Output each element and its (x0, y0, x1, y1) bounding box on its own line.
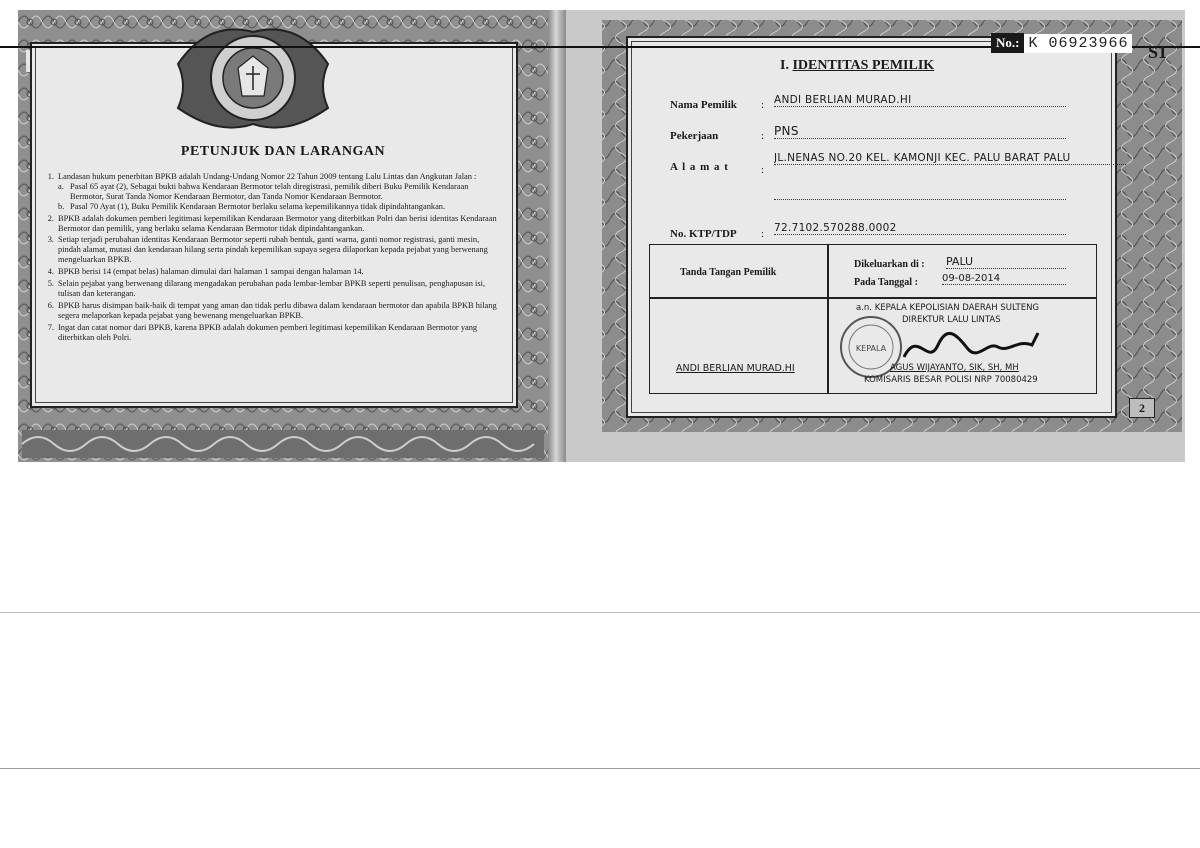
address-line-2 (774, 199, 1066, 200)
rule-item: 2. BPKB adalah dokumen pemberi legitimasi kepemilikan Kendaraan Bermotor yang diterbitkan Polri dan berisi identitas Kendaraan Bermotor dan pemilik, yang berlaku selama Kendaraan Bermotor tidak dipindahtangankan. (47, 213, 497, 233)
rule-item: 5. Selain pejabat yang berwenang dilarang mengadakan perubahan pada lembar-lembar BPKB seperti penulisan, penghapusan isi, tulisan dan keterangan. (47, 279, 486, 298)
official-signature (898, 327, 1048, 367)
official-title-line2: DIREKTUR LALU LINTAS (902, 315, 1001, 325)
official-title-line1: a.n. KEPALA KEPOLISIAN DAERAH SULTENG (856, 303, 1040, 313)
owner-signature-label: Tanda Tangan Pemilik (680, 267, 777, 278)
occupation-label: Pekerjaan (670, 130, 719, 142)
document-number-value: K 06923966 (1024, 34, 1132, 53)
owner-name-value: ANDI BERLIAN MURAD.HI (774, 94, 1066, 107)
owner-name-label: Nama Pemilik (670, 99, 737, 111)
rules-title: PETUNJUK DAN LARANGAN (180, 144, 386, 159)
book-spine (548, 10, 566, 462)
rule-item: 7. Ingat dan catat nomor dari BPKB, karena BPKB adalah dokumen pemberi legitimasi kepemilikan Kendaraan Bermotor yang diterbitkan oleh Polri. (47, 322, 478, 342)
rule-subitem: a. Pasal 65 ayat (2), Sebagai bukti bahwa Kendaraan Bermotor telah diregistrasi, pemilik diberi Buku Pemilik Kendaraan Bermotor, Surat Tanda Nomor Kendaraan Bermotor, dan Tanda Nomor Kendaraan Bermotor. (58, 181, 469, 201)
address-label: A l a m a t (670, 161, 729, 173)
field-colon: : (761, 228, 765, 240)
rule-item: 3. Setiap terjadi perubahan identitas Kendaraan Bermotor seperti rubah bentuk, ganti warna, ganti nomor registrasi, ganti mesin, pindah alamat, mutasi dan kendaraan hilang serta pindah kepemilikan supaya segera dilaporkan kepada pejabat yang berwenang mengeluarkan BPKB. (47, 235, 488, 265)
right-page (566, 10, 1185, 462)
rule-item: 4. BPKB berisi 14 (empat belas) halaman dimulai dari halaman 1 sampai dengan halaman 14. (47, 267, 364, 277)
rules-list (40, 172, 500, 345)
bpkb-document (18, 10, 1185, 462)
official-rank: KOMISARIS BESAR POLISI NRP 70080429 (864, 375, 1038, 385)
rule-item: 6. BPKB harus disimpan baik-baik di tempat yang aman dan tidak perlu dibawa dalam kendaraan bermotor dan apabila BPKB hilang segera melaporkan kepada pejabat yang bewenang mengeluarkan BPKB. (47, 300, 497, 320)
issued-at-value: PALU (946, 255, 1066, 269)
document-suffix: S1 (1148, 42, 1168, 62)
section-title: I. IDENTITAS PEMILIK (780, 58, 935, 73)
document-number-label: No.: (991, 33, 1024, 53)
signature-box (649, 244, 1097, 394)
left-page (18, 10, 548, 462)
occupation-value: PNS (774, 124, 1066, 139)
rule-subitem: b. Pasal 70 Ayat (1), Buku Pemilik Kendaraan Bermotor berlaku selama kepemilikannya tidak dipindahtangankan. (58, 201, 446, 211)
page-number: 2 (1129, 398, 1155, 418)
issued-at-label: Dikeluarkan di : (854, 259, 925, 270)
address-value: JL.NENAS NO.20 KEL. KAMONJI KEC. PALU BARAT PALU (774, 152, 1126, 165)
date-value: 09-08-2014 (942, 273, 1066, 285)
svg-text:KEPALA: KEPALA (855, 344, 887, 353)
signature-divider (827, 245, 829, 393)
field-colon: : (761, 99, 765, 111)
ktp-value: 72.7102.570288.0002 (774, 222, 1066, 235)
field-colon: : (761, 130, 765, 142)
document-number (991, 32, 1132, 54)
owner-signature-name: ANDI BERLIAN MURAD.HI (676, 363, 795, 374)
police-emblem-icon (168, 24, 338, 136)
official-name: AGUS WIJAYANTO, SIK, SH, MH (890, 363, 1019, 373)
signature-divider (650, 297, 1096, 299)
police-stamp-icon (836, 305, 906, 385)
rule-item: 1. Landasan hukum penerbitan BPKB adalah Undang-Undang Nomor 22 Tahun 2009 tentang Lalu Lintas dan Angkutan Jalan : a. Pasal 65 ayat (2), Sebagai bukti bahwa Kendaraan Bermotor telah diregistrasi, pemilik diberi Buku Pemilik Kendaraan Bermotor, Surat Tanda Nomor Kendaraan Bermotor, dan Tanda Nomor Kendaraan Bermotor. b. Pasal 70 Ayat (1), Buku Pemilik Kendaraan Bermotor berlaku selama kepemilikannya tidak dipindahtangankan. (40, 172, 500, 212)
field-colon: : (761, 164, 765, 176)
date-label: Pada Tanggal : (854, 277, 918, 288)
ktp-label: No. KTP/TDP (670, 228, 737, 240)
